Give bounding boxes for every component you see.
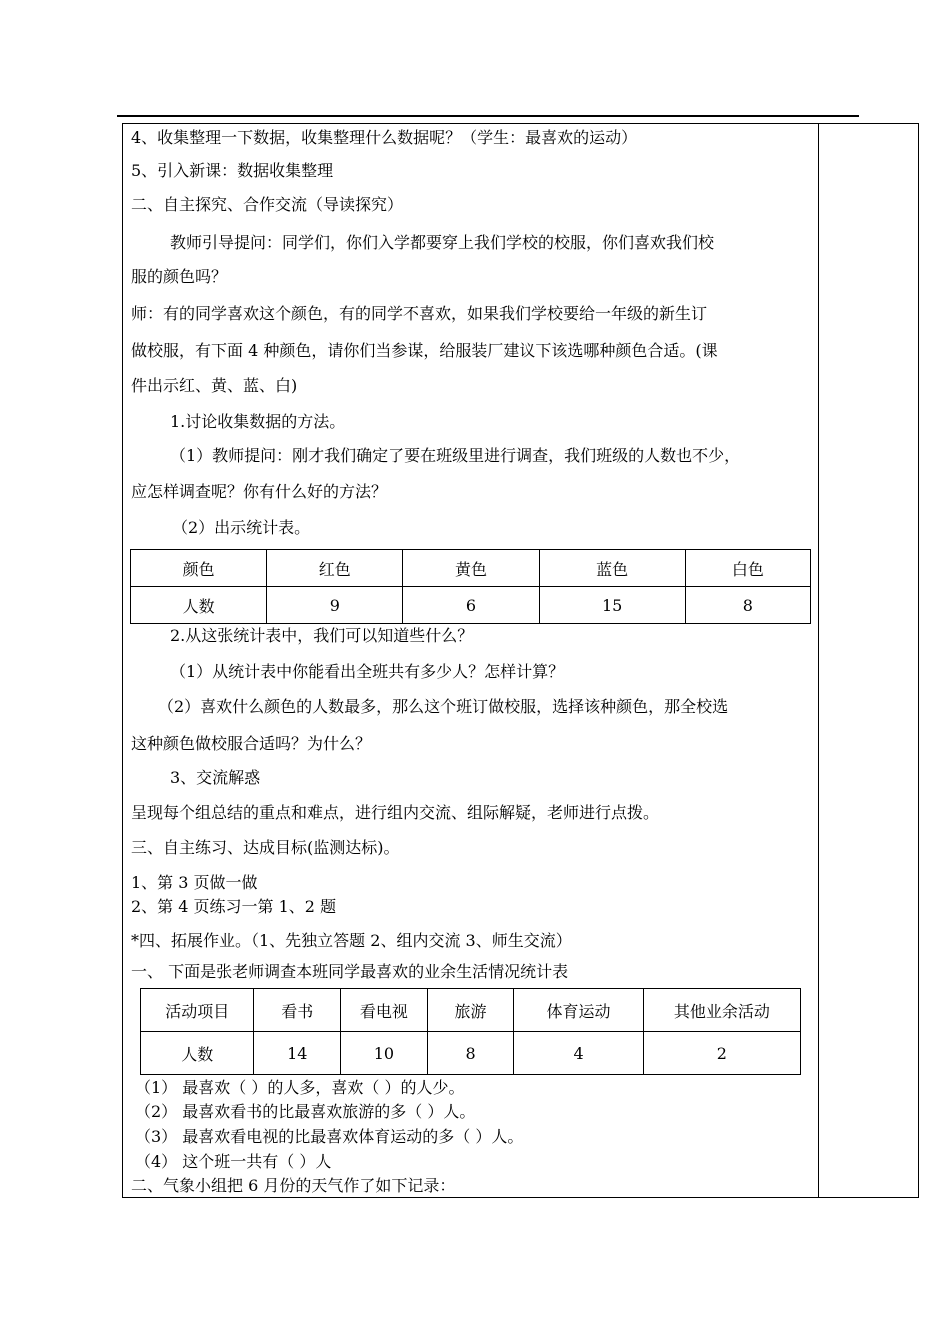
table-cell: 活动项目: [141, 989, 254, 1032]
section-heading: 二、气象小组把 6 月份的天气作了如下记录：: [131, 1176, 456, 1195]
question-line: （4） 这个班一共有（ ）人: [135, 1152, 332, 1171]
table-cell: 人数: [141, 1032, 254, 1075]
text-line: （2）喜欢什么颜色的人数最多，那么这个班订做校服，选择该种颜色，那全校选: [158, 697, 729, 716]
section-heading: *四、拓展作业。（1、先独立答题 2、组内交流 3、师生交流）: [131, 931, 572, 950]
table-cell: 其他业余活动: [643, 989, 800, 1032]
text-line: 一、 下面是张老师调查本班同学最喜欢的业余生活情况统计表: [131, 962, 569, 981]
table-cell: 黄色: [403, 550, 539, 587]
table-cell: 14: [254, 1032, 341, 1075]
table-cell: 看电视: [341, 989, 428, 1032]
table-cell: 15: [539, 587, 685, 624]
text-line: 5、引入新课：数据收集整理: [131, 161, 334, 180]
question-line: （2） 最喜欢看书的比最喜欢旅游的多（ ）人。: [135, 1102, 476, 1121]
text-line: 2.从这张统计表中，我们可以知道些什么？: [170, 626, 474, 645]
table-cell: 4: [514, 1032, 643, 1075]
text-line: 服的颜色吗？: [131, 267, 228, 286]
text-line: 做校服，有下面 4 种颜色，请你们当参谋，给服装厂建议下该选哪种颜色合适。(课: [131, 341, 718, 360]
text-line: 2、第 4 页练习一第 1、2 题: [131, 897, 337, 916]
text-line: （1）教师提问：刚才我们确定了要在班级里进行调查，我们班级的人数也不少，: [170, 446, 741, 465]
text-line: 1.讨论收集数据的方法。: [170, 412, 346, 431]
text-line: （2）出示统计表。: [172, 518, 311, 537]
question-line: （3） 最喜欢看电视的比最喜欢体育运动的多（ ）人。: [135, 1127, 524, 1146]
text-line: 教师引导提问：同学们，你们入学都要穿上我们学校的校服，你们喜欢我们校: [170, 233, 715, 252]
section-heading: 二、自主探究、合作交流（导读探究）: [131, 195, 404, 214]
text-line: 呈现每个组总结的重点和难点，进行组内交流、组际解疑，老师进行点拨。: [131, 803, 660, 822]
table-cell: 6: [403, 587, 539, 624]
table-cell: 人数: [131, 587, 267, 624]
table-cell: 8: [685, 587, 810, 624]
question-line: （1） 最喜欢（ ）的人多，喜欢（ ）的人少。: [135, 1078, 465, 1097]
table-cell: 白色: [685, 550, 810, 587]
activity-stat-table: [140, 988, 801, 1075]
text-line: 这种颜色做校服合适吗？为什么？: [131, 734, 372, 753]
table-cell: 颜色: [131, 550, 267, 587]
table-cell: 8: [427, 1032, 514, 1075]
text-line: 应怎样调查呢？你有什么好的方法？: [131, 482, 388, 501]
table-cell: 10: [341, 1032, 428, 1075]
text-line: 4、收集整理一下数据，收集整理什么数据呢？（学生：最喜欢的运动）: [131, 128, 638, 147]
table-cell: 蓝色: [539, 550, 685, 587]
table-cell: 红色: [267, 550, 403, 587]
table-cell: 旅游: [427, 989, 514, 1032]
text-line: 师：有的同学喜欢这个颜色，有的同学不喜欢，如果我们学校要给一年级的新生订: [131, 304, 708, 323]
section-heading: 三、自主练习、达成目标(监测达标)。: [131, 838, 400, 857]
text-line: （1）从统计表中你能看出全班共有多少人？怎样计算？: [170, 662, 565, 681]
header-rule: [117, 115, 859, 117]
table-cell: 9: [267, 587, 403, 624]
text-line: 3、交流解惑: [170, 768, 261, 787]
table-cell: 2: [643, 1032, 800, 1075]
notes-column-divider: [818, 123, 819, 1198]
table-cell: 看书: [254, 989, 341, 1032]
table-cell: 体育运动: [514, 989, 643, 1032]
color-stat-table: [130, 549, 811, 624]
text-line: 1、第 3 页做一做: [131, 873, 258, 892]
text-line: 件出示红、黄、蓝、白): [131, 376, 298, 395]
